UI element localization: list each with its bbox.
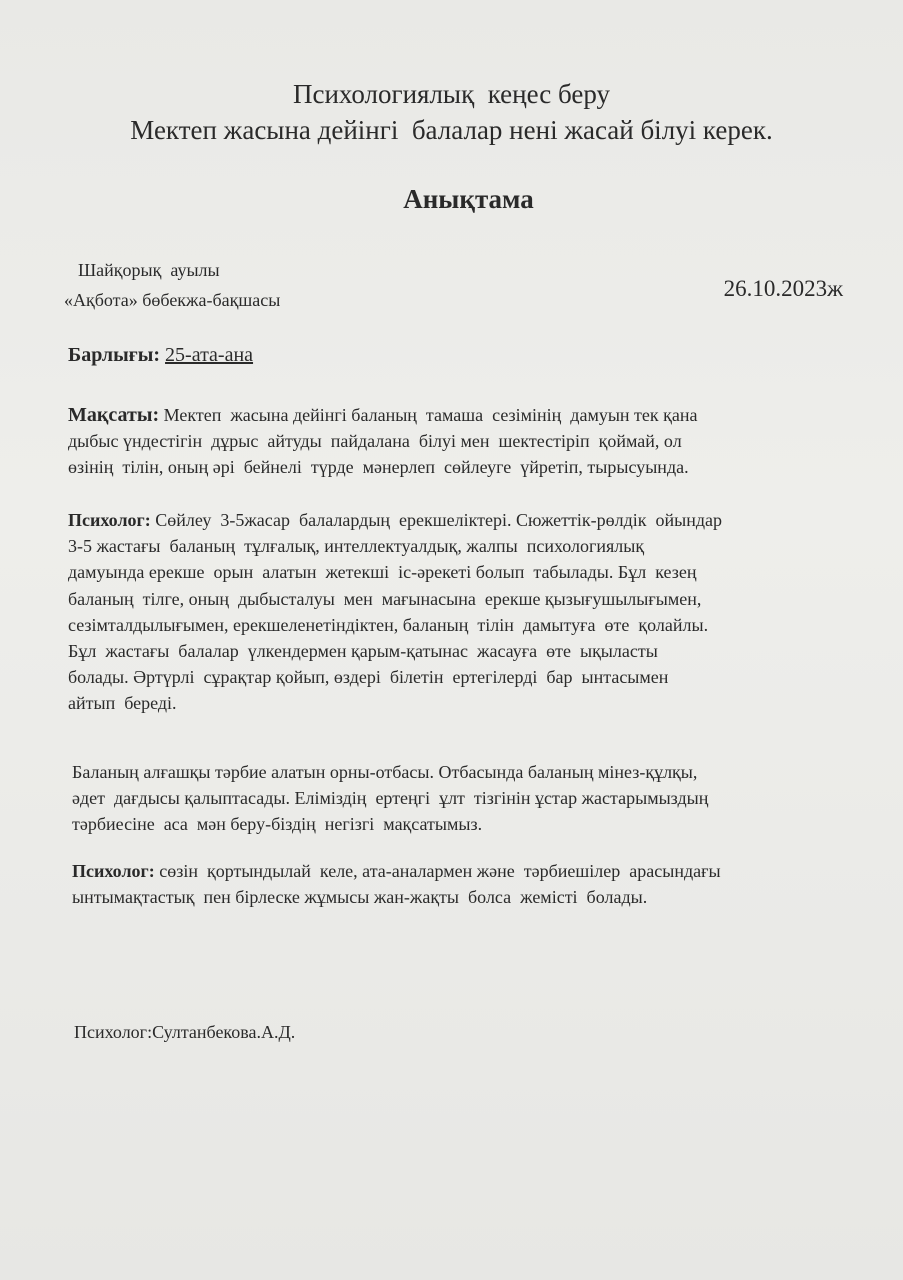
psy2-line-2: ынтымақтастық пен бірлеске жұмысы жан-жақты болса жемісті болады.: [72, 887, 648, 907]
family-line-2: әдет дағдысы қалыптасады. Еліміздің ертеңгі ұлт тізгінін ұстар жастарымыздың: [72, 788, 709, 808]
psychologist-label-2: Психолог:: [72, 861, 155, 881]
psy1-line-1: Сөйлеу 3-5жасар балалардың ерекшеліктері. Сюжеттік-рөлдік ойындар: [155, 510, 723, 530]
document-date: 26.10.2023ж: [723, 276, 843, 301]
title-line-1: Психологиялық кеңес беру: [293, 79, 610, 109]
total-label: Барлығы:: [68, 344, 161, 366]
family-paragraph: [72, 759, 862, 837]
family-line-1: Баланың алғашқы тәрбие алатын орны-отбасы. Отбасында баланың мінез-құлқы,: [72, 762, 698, 782]
psy1-line-8: айтып береді.: [68, 693, 177, 714]
title-line-2: Мектеп жасына дейінгі балалар нені жасай білуі керек.: [130, 115, 773, 145]
family-line-3: тәрбиесіне аса мән беру-біздің негізгі мақсатымыз.: [72, 814, 483, 834]
psy1-line-6: Бұл жастағы балалар үлкендермен қарым-қатынас жасауға өте ықыласты: [68, 641, 658, 662]
document-title: [0, 76, 903, 148]
psychologist-paragraph-2: [72, 858, 862, 910]
psy1-line-5: сезімталдылығымен, ерекшеленетіндіктен, баланың тілін дамытуға өте қолайлы.: [68, 614, 709, 635]
goal-paragraph: [68, 402, 858, 480]
psychologist-label-1: Психолог:: [68, 510, 151, 530]
psy1-line-7: болады. Әртүрлі сұрақтар қойып, өздері білетін ертегілерді бар ынтасымен: [68, 667, 669, 688]
psychologist-paragraph-1: [68, 507, 858, 717]
goal-label: Мақсаты:: [68, 404, 160, 426]
psy1-line-4: баланың тілге, оның дыбысталуы мен мағынасына ерекше қызығушылығымен,: [68, 588, 702, 609]
signature: Психолог:Султанбекова.А.Д.: [74, 1022, 296, 1042]
psy2-line-1: сөзін қортындылай келе, ата-аналармен және тәрбиешілер арасындағы: [159, 861, 721, 881]
psy1-line-3: дамуында ерекше орын алатын жетекші іс-әрекеті болып табылады. Бұл кезең: [68, 562, 697, 583]
goal-line-3: өзінің тілін, оның әрі бейнелі түрде мәнерлеп сөйлеуге үйретіп, тырысуында.: [68, 457, 689, 477]
total-attendance: [68, 344, 253, 367]
psy1-line-2: 3-5 жастағы баланың тұлғалық, интеллектуалдық, жалпы психологиялық: [68, 536, 645, 557]
document-heading: Анықтама: [403, 184, 534, 214]
kindergarten-name: «Ақбота» бөбекжа-бақшасы: [64, 290, 281, 310]
total-value: 25-ата-ана: [165, 344, 254, 366]
goal-line-1: Мектеп жасына дейінгі баланың тамаша сезімінің дамуын тек қана: [163, 405, 698, 425]
village-name: Шайқорық ауылы: [78, 260, 220, 280]
location-block: [64, 255, 280, 315]
goal-line-2: дыбыс үндестігін дұрыс айтуды пайдалана білуі мен шектестіріп қоймай, ол: [68, 431, 682, 451]
